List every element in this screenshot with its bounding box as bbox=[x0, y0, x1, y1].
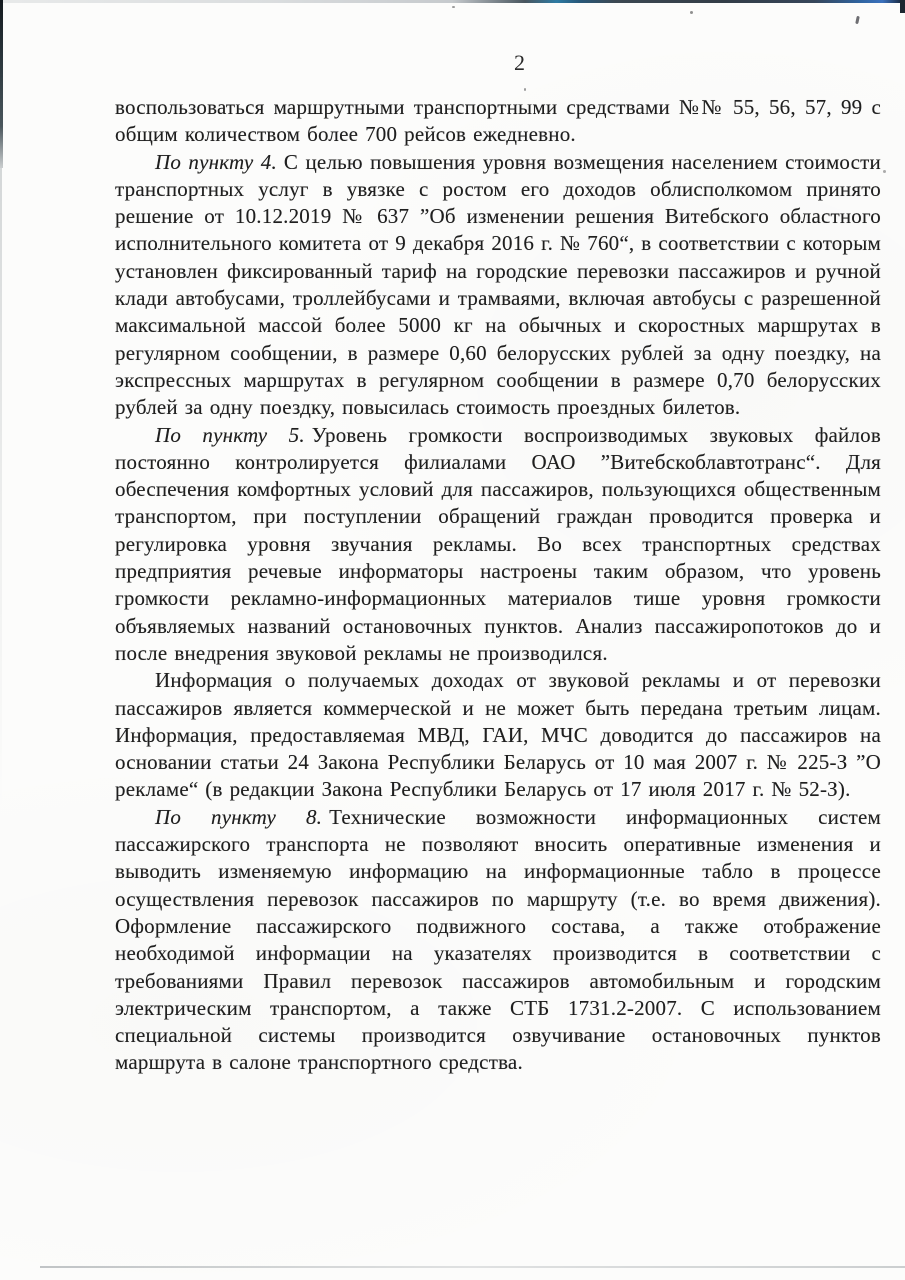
paragraph-text: Технические возможности информационных систем пассажирского транспорта не позволяют вносить оперативные изменения и выводить изменяемую информацию на информационные табло в процессе осуществления перевозок пассажиров по маршруту (т.е. во время движения). Оформление пассажирского подвижного состава, а также отображение необходимой информации на указателях производится в соответствии с требованиями Правил перевозок пассажиров автомобильным и городским электрическим транспортом, а также СТБ 1731.2-2007. С использованием специальной системы производится озвучивание остановочных пунктов маршрута в салоне транспортного средства. bbox=[115, 804, 881, 1075]
scan-top-edge-line bbox=[0, 0, 905, 3]
paragraph-point-4 bbox=[115, 149, 881, 422]
paragraph-lead: По пункту 4. bbox=[155, 149, 277, 174]
paragraph-text: Информация о получаемых доходах от звуковой рекламы и от перевозки пассажиров является коммерческой и не может быть передана третьим лицам. Информация, предоставляемая МВД, ГАИ, МЧС доводится до пассажиров на основании статьи 24 Закона Республики Беларусь от 10 мая 2007 г. № 225-З ”О рекламе“ (в редакции Закона Республики Беларусь от 17 июля 2017 г. № 52-З). bbox=[115, 668, 881, 802]
paragraph-text: воспользоваться маршрутными транспортными средствами №№ 55, 56, 57, 99 с общим количеством более 700 рейсов ежедневно. bbox=[115, 95, 881, 147]
scan-left-edge-shadow bbox=[0, 168, 2, 808]
document-body bbox=[115, 94, 881, 1077]
scan-left-edge-strip bbox=[0, 0, 3, 168]
scan-speck bbox=[855, 16, 860, 24]
page-number: 2 bbox=[514, 50, 525, 75]
paragraph-point-8 bbox=[115, 804, 881, 1077]
scan-top-right-mark bbox=[900, 0, 905, 13]
paragraph-lead: По пункту 5. bbox=[155, 422, 305, 447]
paragraph-lead: По пункту 8. bbox=[155, 804, 323, 829]
scan-speck bbox=[524, 88, 526, 91]
paragraph-text: С целью повышения уровня возмещения населением стоимости транспортных услуг в увязке с ростом его доходов облисполкомом принято решение от 10.12.2019 № 637 ”Об изменении решения Витебского областного исполнительного комитета от 9 декабря 2016 г. № 760“, в соответствии с которым установлен фиксированный тариф на городские перевозки пассажиров и ручной клади автобусами, троллейбусами и трамваями, включая автобусы с разрешенной максимальной массой более 5000 кг на обычных и скоростных маршрутах в регулярном сообщении, в размере 0,60 белорусских рублей за одну поездку, на экспрессных маршрутах в регулярном сообщении в размере 0,70 белорусских рублей за одну поездку, повысилась стоимость проездных билетов. bbox=[115, 149, 881, 420]
paragraph-point-5 bbox=[115, 422, 881, 668]
paragraph-continuation bbox=[115, 94, 881, 149]
scan-bottom-edge-line bbox=[40, 1266, 905, 1268]
scan-speck bbox=[883, 170, 886, 173]
scan-speck bbox=[690, 11, 693, 14]
scan-speck bbox=[452, 6, 455, 8]
paragraph-income-info bbox=[115, 667, 881, 803]
paragraph-text: Уровень громкости воспроизводимых звуковых файлов постоянно контролируется филиалами ОАО ”Витебскоблавтотранс“. Для обеспечения комфортных условий для пассажиров, пользующихся общественным транспортом, при поступлении обращений граждан проводится проверка и регулировка уровня звучания рекламы. Во всех транспортных средствах предприятия речевые информаторы настроены таким образом, что уровень громкости рекламно-информационных материалов тише уровня громкости объявляемых названий остановочных пунктов. Анализ пассажиропотоков до и после внедрения звуковой рекламы не производился. bbox=[115, 422, 881, 665]
